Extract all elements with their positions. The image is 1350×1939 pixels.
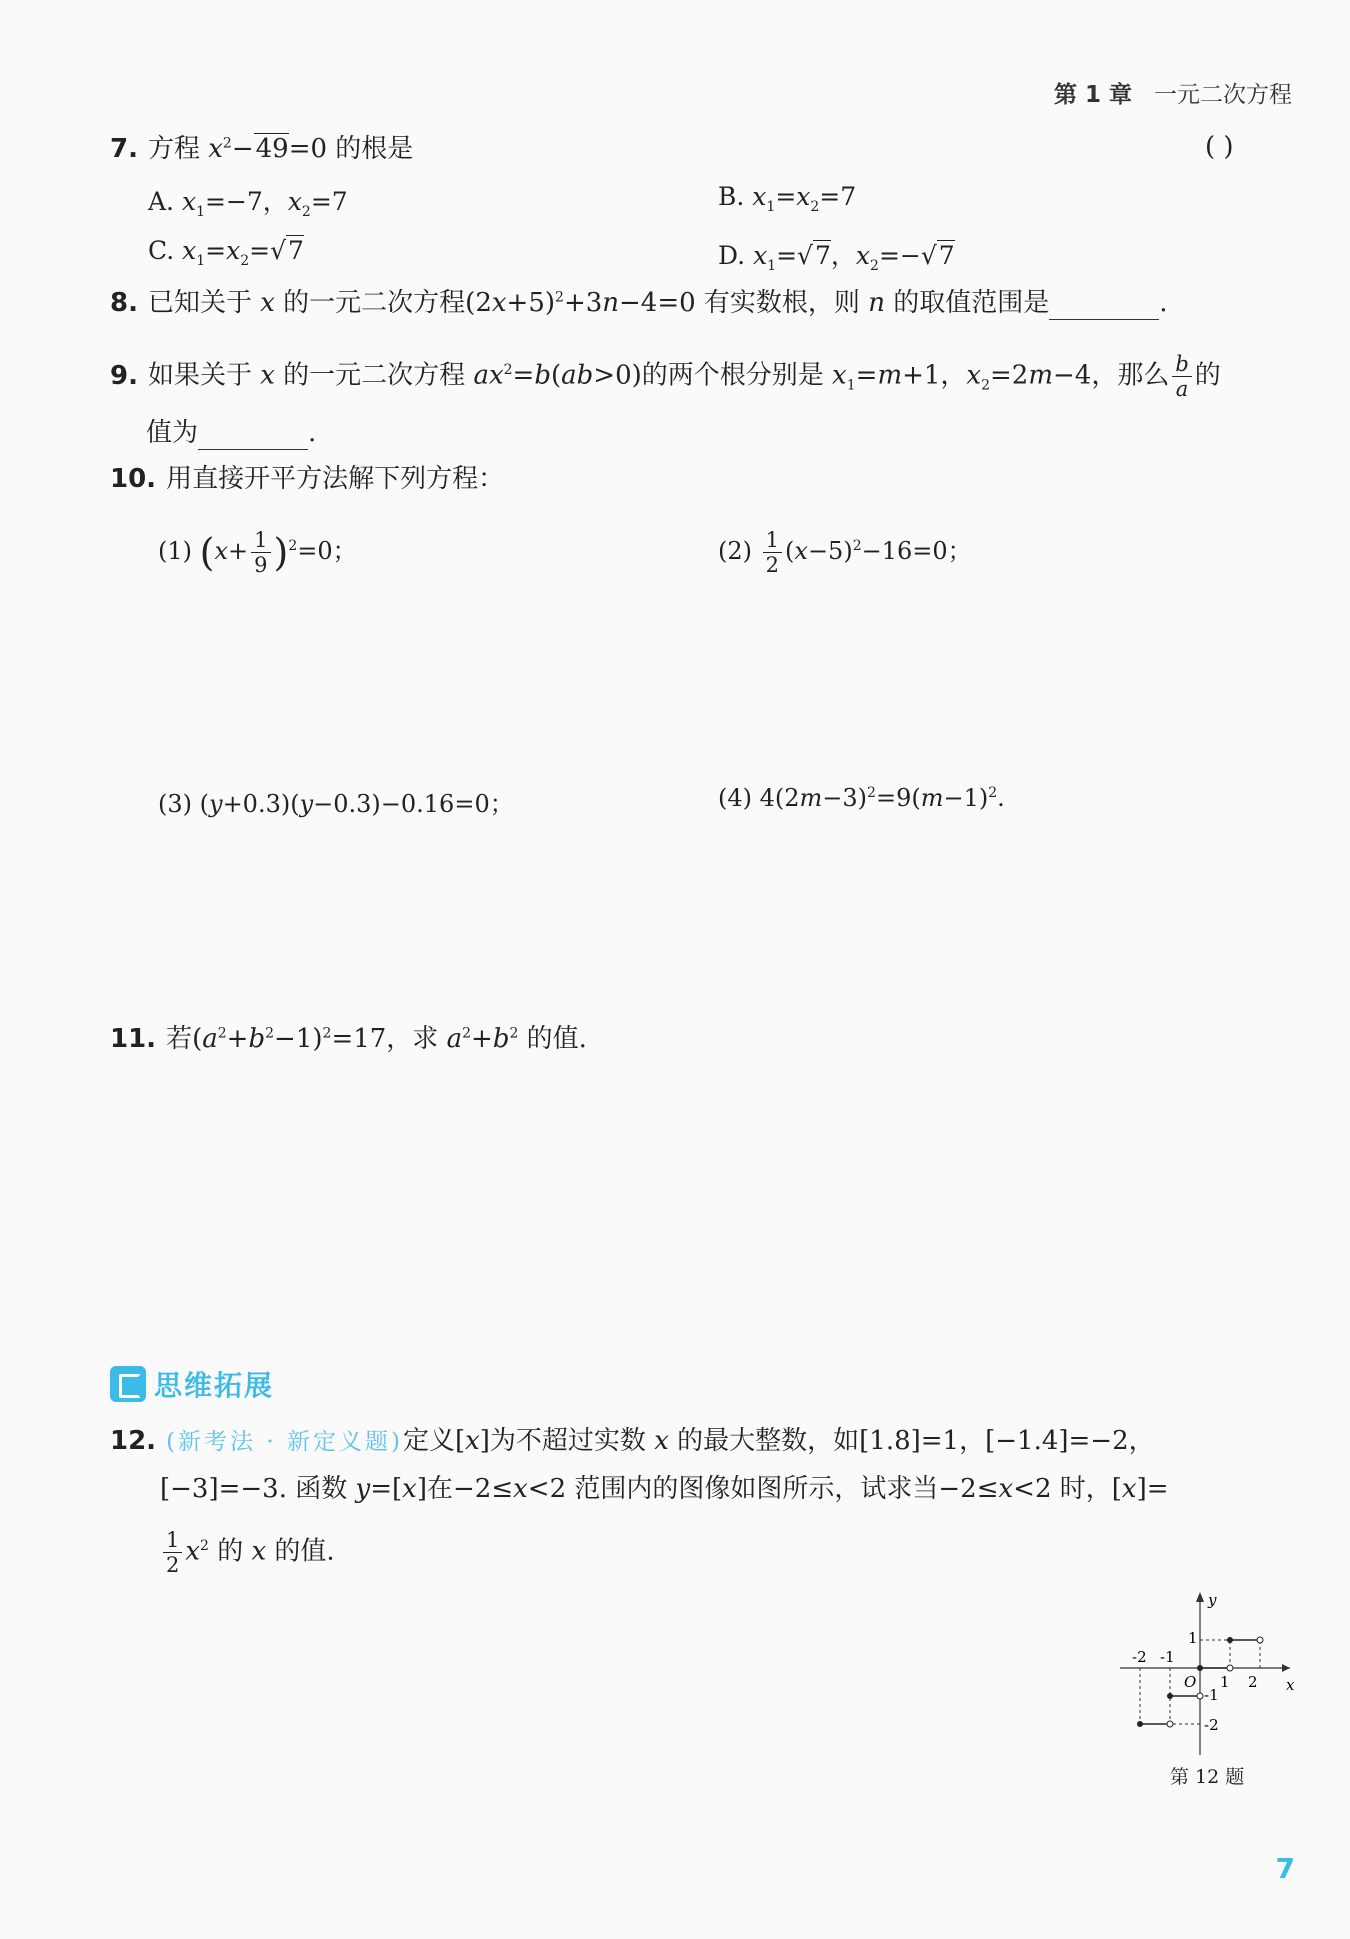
question-number: 12. bbox=[110, 1426, 157, 1456]
section-title: 思维拓展 bbox=[154, 1369, 275, 1402]
tick-y-neg2: -2 bbox=[1204, 1716, 1219, 1734]
chapter-title: 一元二次方程 bbox=[1154, 82, 1292, 108]
tick-x-neg2: -2 bbox=[1132, 1648, 1147, 1666]
question-number: 9. bbox=[110, 360, 138, 391]
option-b: B. $x_1=x_2=7$ bbox=[718, 182, 857, 215]
question-number: 8. bbox=[110, 288, 138, 318]
closed-endpoint bbox=[1197, 1665, 1203, 1671]
open-endpoint bbox=[1257, 1637, 1263, 1643]
question-number: 10. bbox=[110, 464, 157, 494]
tick-x-1: 1 bbox=[1220, 1673, 1230, 1691]
x-axis-label: x bbox=[1286, 1676, 1295, 1694]
tick-y-1: 1 bbox=[1188, 1629, 1198, 1647]
question-12-line3: $\frac{1}{2}$ $x^2$ 的 x 的值. bbox=[160, 1528, 335, 1577]
question-8: 8. 已知关于 x 的一元二次方程$(2x+5)^2+3n-4=0$ 有实数根，则 n 的取值范围是 . bbox=[110, 288, 1168, 318]
page-number: 7 bbox=[1275, 1852, 1295, 1885]
y-axis-label: y bbox=[1208, 1591, 1217, 1609]
section-header bbox=[110, 1364, 274, 1404]
tick-y-neg1: -1 bbox=[1204, 1686, 1219, 1704]
answer-blank[interactable] bbox=[198, 423, 308, 450]
open-endpoint bbox=[1227, 1665, 1233, 1671]
chapter-number: 第 1 章 bbox=[1053, 82, 1132, 108]
tick-x-neg1: -1 bbox=[1160, 1648, 1175, 1666]
open-endpoint bbox=[1197, 1693, 1203, 1699]
answer-blank[interactable] bbox=[1049, 293, 1159, 320]
tick-x-2: 2 bbox=[1248, 1673, 1258, 1691]
pencil-note-icon bbox=[110, 1366, 146, 1402]
answer-paren: ( ) bbox=[1205, 132, 1234, 162]
sub-question-4: (4) $4(2m-3)^2=9(m-1)^2$. bbox=[718, 784, 1005, 812]
step-function-graph bbox=[1120, 1590, 1300, 1760]
closed-endpoint bbox=[1137, 1721, 1143, 1727]
closed-endpoint bbox=[1167, 1693, 1173, 1699]
question-9: 9. 如果关于 x 的一元二次方程 $ax^2=b(ab>0)$的两个根分别是 $x_1=m+1$，$x_2=2m-4$，那么 $\frac{b}{a}$ 的 bbox=[110, 352, 1221, 401]
option-d: D. $x_1=√7$，$x_2=-√7$ bbox=[718, 241, 955, 274]
question-7: 7. 方程 $x^2-49=0$ 的根是 bbox=[110, 134, 414, 164]
page-header bbox=[1054, 76, 1292, 109]
sub-question-1: (1) (x+ $\frac{1}{9}$ )$^2$=0； bbox=[158, 528, 357, 577]
question-tag: (新考法 · 新定义题) bbox=[166, 1429, 403, 1455]
open-endpoint bbox=[1167, 1721, 1173, 1727]
option-c: C. $x_1=x_2=√7$ bbox=[148, 236, 304, 269]
question-number: 11. bbox=[110, 1024, 157, 1054]
sub-question-2: (2) $\frac{1}{2}$ $(x-5)^2-16=0$； bbox=[718, 528, 972, 577]
figure-caption: 第 12 题 bbox=[1170, 1766, 1245, 1788]
closed-endpoint bbox=[1227, 1637, 1233, 1643]
option-a: A. $x_1=-7$，$x_2=7$ bbox=[148, 187, 348, 220]
question-9-cont: 值为 . bbox=[146, 418, 317, 448]
question-10: 10. 用直接开平方法解下列方程： bbox=[110, 464, 505, 494]
question-number: 7. bbox=[110, 134, 138, 164]
question-12: 12. (新考法 · 新定义题)定义[x]为不超过实数 x 的最大整数，如[1.8]=1，[−1.4]=−2， bbox=[110, 1426, 1155, 1456]
origin-label: O bbox=[1184, 1673, 1197, 1691]
question-11: 11. 若$(a^2+b^2-1)^2=17$，求 $a^2+b^2$ 的值. bbox=[110, 1024, 587, 1054]
question-12-line2: [−3]=−3. 函数 y=[x]在−2≤x<2 范围内的图像如图所示，试求当−2≤x<2 时，[x]= bbox=[160, 1474, 1169, 1504]
sub-question-3: (3) (y+0.3)(y−0.3)−0.16=0； bbox=[158, 790, 514, 818]
